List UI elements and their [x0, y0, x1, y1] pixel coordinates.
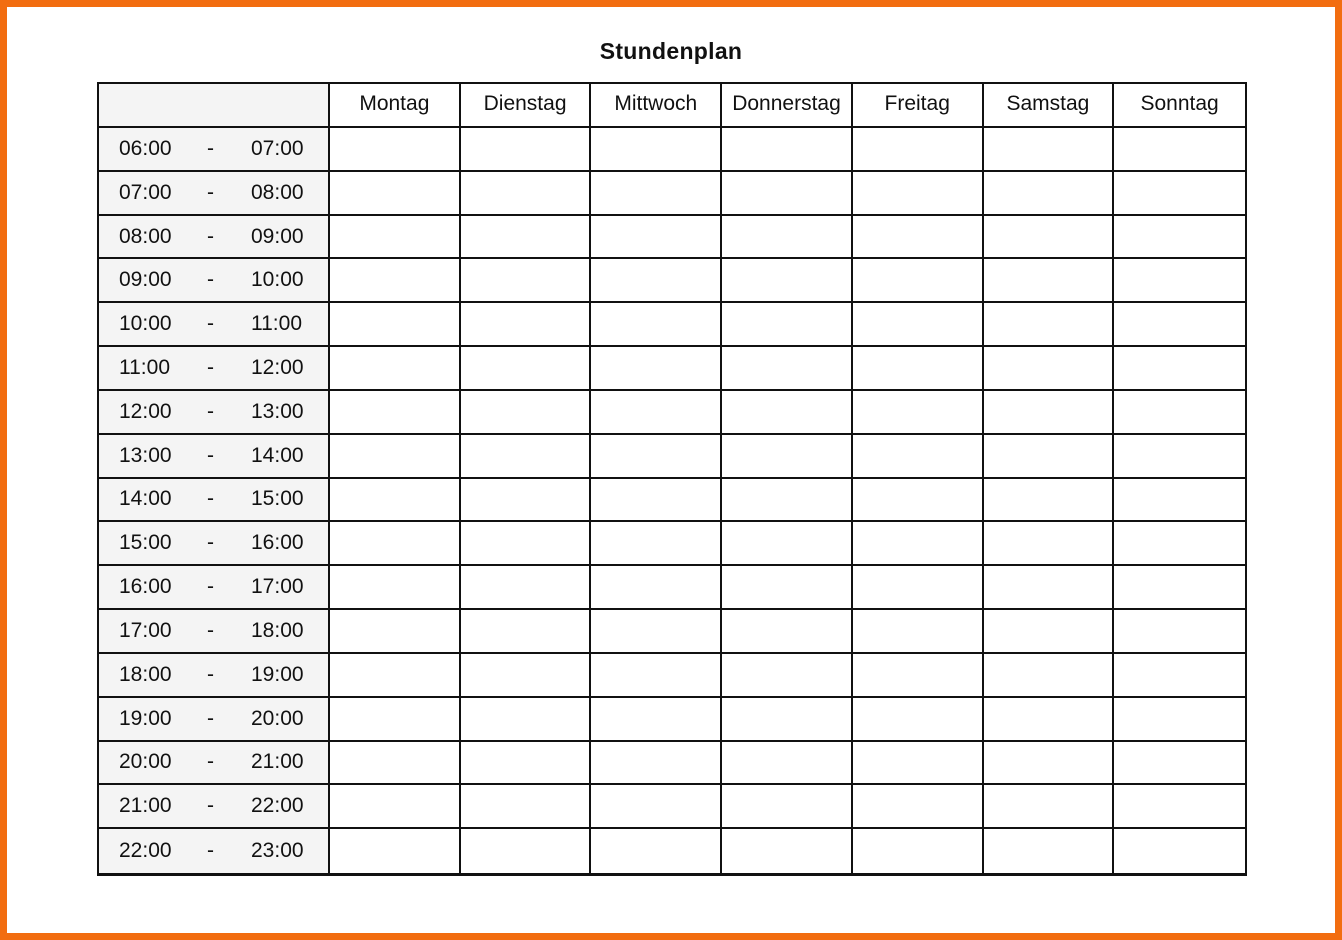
schedule-cell[interactable]: [591, 742, 722, 786]
time-slot-to: 09:00: [251, 224, 304, 248]
time-slot-from: 20:00: [119, 750, 172, 774]
schedule-cell[interactable]: [330, 128, 461, 172]
time-slot-sep: -: [207, 268, 214, 292]
header-corner-cell: [99, 84, 330, 128]
schedule-cell[interactable]: [853, 785, 984, 829]
day-header-donnerstag: Donnerstag: [722, 84, 853, 128]
time-slot-sep: -: [207, 399, 214, 423]
schedule-cell[interactable]: [461, 435, 592, 479]
schedule-cell[interactable]: [330, 522, 461, 566]
time-slot-from: 16:00: [119, 575, 172, 599]
time-slot-sep: -: [207, 794, 214, 818]
schedule-cell[interactable]: [1114, 479, 1245, 523]
schedule-cell[interactable]: [984, 610, 1115, 654]
schedule-cell[interactable]: [1114, 172, 1245, 216]
time-slot-from: 15:00: [119, 531, 172, 555]
schedule-cell[interactable]: [591, 610, 722, 654]
time-slot-sep: -: [207, 180, 214, 204]
schedule-cell[interactable]: [591, 303, 722, 347]
schedule-cell[interactable]: [722, 698, 853, 742]
schedule-cell[interactable]: [853, 479, 984, 523]
schedule-cell[interactable]: [984, 172, 1115, 216]
schedule-cell[interactable]: [984, 303, 1115, 347]
time-slot-sep: -: [207, 706, 214, 730]
day-header-samstag: Samstag: [984, 84, 1115, 128]
day-header-mittwoch: Mittwoch: [591, 84, 722, 128]
schedule-cell[interactable]: [591, 259, 722, 303]
time-slot-to: 15:00: [251, 487, 304, 511]
schedule-cell[interactable]: [591, 654, 722, 698]
schedule-cell[interactable]: [330, 829, 461, 873]
schedule-cell[interactable]: [984, 128, 1115, 172]
time-slot-sep: -: [207, 750, 214, 774]
schedule-cell[interactable]: [853, 698, 984, 742]
schedule-cell[interactable]: [853, 303, 984, 347]
schedule-cell[interactable]: [984, 216, 1115, 260]
schedule-cell[interactable]: [853, 347, 984, 391]
time-slot-to: 17:00: [251, 575, 304, 599]
time-slot-to: 19:00: [251, 662, 304, 686]
time-slot-label: [99, 742, 330, 786]
schedule-cell[interactable]: [722, 259, 853, 303]
schedule-cell[interactable]: [1114, 347, 1245, 391]
schedule-cell[interactable]: [461, 479, 592, 523]
schedule-cell[interactable]: [591, 829, 722, 873]
schedule-cell[interactable]: [984, 566, 1115, 610]
time-slot-label: [99, 829, 330, 873]
schedule-cell[interactable]: [722, 566, 853, 610]
schedule-cell[interactable]: [591, 347, 722, 391]
time-slot-sep: -: [207, 224, 214, 248]
time-slot-from: 17:00: [119, 618, 172, 642]
schedule-cell[interactable]: [984, 522, 1115, 566]
schedule-cell[interactable]: [461, 610, 592, 654]
time-slot-from: 10:00: [119, 312, 172, 336]
schedule-cell[interactable]: [330, 172, 461, 216]
schedule-cell[interactable]: [853, 128, 984, 172]
schedule-cell[interactable]: [853, 216, 984, 260]
time-slot-from: 11:00: [119, 356, 170, 380]
time-slot-to: 10:00: [251, 268, 304, 292]
time-slot-to: 16:00: [251, 531, 304, 555]
schedule-cell[interactable]: [330, 610, 461, 654]
time-slot-to: 23:00: [251, 839, 304, 863]
schedule-cell[interactable]: [722, 347, 853, 391]
time-slot-label: [99, 785, 330, 829]
time-slot-sep: -: [207, 487, 214, 511]
schedule-cell[interactable]: [591, 128, 722, 172]
time-slot-label: [99, 303, 330, 347]
time-slot-to: 07:00: [251, 136, 304, 160]
day-header-sonntag: Sonntag: [1114, 84, 1245, 128]
schedule-cell[interactable]: [984, 479, 1115, 523]
time-slot-label: [99, 259, 330, 303]
schedule-cell[interactable]: [853, 172, 984, 216]
schedule-cell[interactable]: [722, 435, 853, 479]
schedule-cell[interactable]: [853, 435, 984, 479]
time-slot-from: 07:00: [119, 180, 172, 204]
schedule-cell[interactable]: [722, 829, 853, 873]
time-slot-to: 21:00: [251, 750, 304, 774]
schedule-cell[interactable]: [722, 522, 853, 566]
time-slot-from: 12:00: [119, 399, 172, 423]
time-slot-sep: -: [207, 618, 214, 642]
time-slot-label: [99, 479, 330, 523]
schedule-cell[interactable]: [853, 610, 984, 654]
time-slot-sep: -: [207, 136, 214, 160]
schedule-cell[interactable]: [853, 259, 984, 303]
schedule-cell[interactable]: [330, 303, 461, 347]
schedule-cell[interactable]: [984, 435, 1115, 479]
schedule-cell[interactable]: [853, 522, 984, 566]
time-slot-label: [99, 347, 330, 391]
schedule-cell[interactable]: [461, 347, 592, 391]
time-slot-to: 22:00: [251, 794, 304, 818]
schedule-cell[interactable]: [984, 347, 1115, 391]
time-slot-from: 13:00: [119, 443, 172, 467]
schedule-table: [97, 82, 1247, 876]
schedule-cell[interactable]: [461, 785, 592, 829]
schedule-cell[interactable]: [330, 742, 461, 786]
schedule-cell[interactable]: [1114, 829, 1245, 873]
time-slot-label: [99, 435, 330, 479]
schedule-cell[interactable]: [461, 829, 592, 873]
schedule-cell[interactable]: [461, 698, 592, 742]
schedule-cell[interactable]: [591, 391, 722, 435]
time-slot-label: [99, 522, 330, 566]
schedule-cell[interactable]: [722, 391, 853, 435]
schedule-cell[interactable]: [461, 654, 592, 698]
schedule-cell[interactable]: [330, 216, 461, 260]
schedule-cell[interactable]: [722, 742, 853, 786]
schedule-cell[interactable]: [984, 829, 1115, 873]
schedule-cell[interactable]: [330, 479, 461, 523]
schedule-cell[interactable]: [1114, 522, 1245, 566]
day-header-dienstag: Dienstag: [461, 84, 592, 128]
time-slot-from: 14:00: [119, 487, 172, 511]
time-slot-to: 08:00: [251, 180, 304, 204]
schedule-cell[interactable]: [722, 172, 853, 216]
time-slot-from: 09:00: [119, 268, 172, 292]
schedule-cell[interactable]: [461, 172, 592, 216]
time-slot-sep: -: [207, 531, 214, 555]
schedule-cell[interactable]: [722, 610, 853, 654]
day-header-montag: Montag: [330, 84, 461, 128]
time-slot-to: 20:00: [251, 706, 304, 730]
schedule-cell[interactable]: [591, 435, 722, 479]
time-slot-label: [99, 566, 330, 610]
time-slot-label: [99, 698, 330, 742]
schedule-cell[interactable]: [1114, 566, 1245, 610]
time-slot-from: 18:00: [119, 662, 172, 686]
schedule-cell[interactable]: [591, 479, 722, 523]
time-slot-from: 06:00: [119, 136, 172, 160]
time-slot-to: 14:00: [251, 443, 304, 467]
schedule-cell[interactable]: [722, 303, 853, 347]
schedule-cell[interactable]: [591, 172, 722, 216]
schedule-cell[interactable]: [461, 128, 592, 172]
schedule-cell[interactable]: [1114, 128, 1245, 172]
schedule-cell[interactable]: [1114, 785, 1245, 829]
schedule-cell[interactable]: [984, 742, 1115, 786]
schedule-cell[interactable]: [461, 391, 592, 435]
time-slot-from: 22:00: [119, 839, 172, 863]
schedule-cell[interactable]: [591, 566, 722, 610]
schedule-cell[interactable]: [461, 742, 592, 786]
schedule-cell[interactable]: [591, 522, 722, 566]
schedule-cell[interactable]: [330, 785, 461, 829]
schedule-cell[interactable]: [461, 566, 592, 610]
schedule-cell[interactable]: [330, 698, 461, 742]
time-slot-to: 13:00: [251, 399, 304, 423]
time-slot-from: 21:00: [119, 794, 172, 818]
schedule-cell[interactable]: [1114, 742, 1245, 786]
schedule-cell[interactable]: [722, 654, 853, 698]
schedule-cell[interactable]: [984, 654, 1115, 698]
schedule-cell[interactable]: [1114, 698, 1245, 742]
time-slot-sep: -: [207, 312, 214, 336]
schedule-cell[interactable]: [330, 347, 461, 391]
schedule-cell[interactable]: [461, 303, 592, 347]
time-slot-label: [99, 610, 330, 654]
schedule-cell[interactable]: [984, 259, 1115, 303]
time-slot-label: [99, 216, 330, 260]
schedule-cell[interactable]: [1114, 259, 1245, 303]
schedule-cell[interactable]: [722, 785, 853, 829]
time-slot-label: [99, 128, 330, 172]
schedule-cell[interactable]: [461, 259, 592, 303]
page-title: Stundenplan: [599, 38, 743, 64]
schedule-cell[interactable]: [984, 785, 1115, 829]
time-slot-sep: -: [207, 662, 214, 686]
schedule-cell[interactable]: [722, 128, 853, 172]
time-slot-label: [99, 654, 330, 698]
schedule-cell[interactable]: [853, 654, 984, 698]
schedule-cell[interactable]: [591, 216, 722, 260]
schedule-cell[interactable]: [1114, 654, 1245, 698]
time-slot-to: 18:00: [251, 618, 304, 642]
time-slot-from: 19:00: [119, 706, 172, 730]
schedule-cell[interactable]: [461, 522, 592, 566]
schedule-cell[interactable]: [461, 216, 592, 260]
time-slot-sep: -: [207, 356, 214, 380]
time-slot-to: 11:00: [251, 312, 302, 336]
schedule-cell[interactable]: [330, 435, 461, 479]
schedule-cell[interactable]: [591, 698, 722, 742]
schedule-cell[interactable]: [853, 829, 984, 873]
schedule-cell[interactable]: [1114, 216, 1245, 260]
schedule-cell[interactable]: [330, 566, 461, 610]
time-slot-label: [99, 172, 330, 216]
schedule-cell[interactable]: [853, 566, 984, 610]
schedule-cell[interactable]: [1114, 610, 1245, 654]
day-header-freitag: Freitag: [853, 84, 984, 128]
schedule-cell[interactable]: [1114, 435, 1245, 479]
schedule-cell[interactable]: [1114, 391, 1245, 435]
schedule-cell[interactable]: [853, 391, 984, 435]
schedule-cell[interactable]: [330, 391, 461, 435]
time-slot-sep: -: [207, 839, 214, 863]
schedule-cell[interactable]: [984, 698, 1115, 742]
schedule-cell[interactable]: [984, 391, 1115, 435]
schedule-cell[interactable]: [722, 479, 853, 523]
time-slot-sep: -: [207, 443, 214, 467]
schedule-cell[interactable]: [330, 654, 461, 698]
schedule-cell[interactable]: [853, 742, 984, 786]
schedule-cell[interactable]: [722, 216, 853, 260]
time-slot-from: 08:00: [119, 224, 172, 248]
time-slot-label: [99, 391, 330, 435]
schedule-cell[interactable]: [330, 259, 461, 303]
schedule-cell[interactable]: [1114, 303, 1245, 347]
time-slot-sep: -: [207, 575, 214, 599]
schedule-cell[interactable]: [591, 785, 722, 829]
time-slot-to: 12:00: [251, 356, 304, 380]
